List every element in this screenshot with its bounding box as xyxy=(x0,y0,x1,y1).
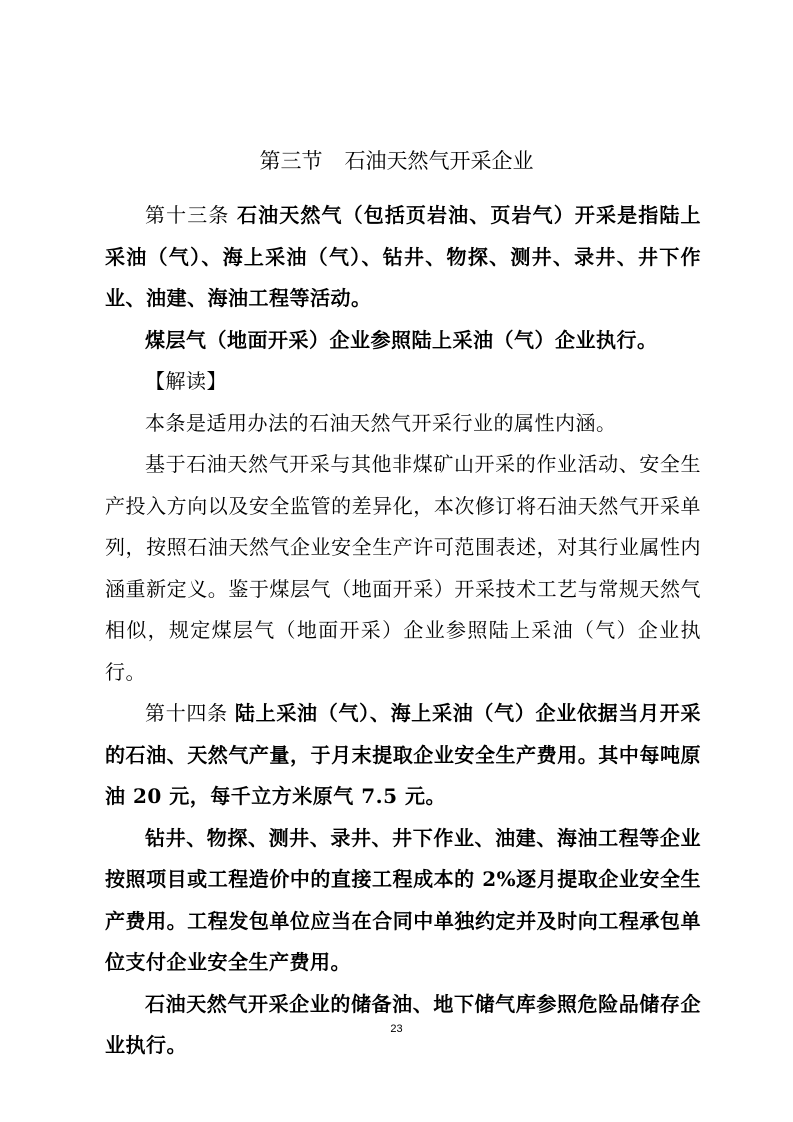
article-13-text: 石油天然气（包括页岩油、页岩气）开采是指陆上采油（气）、海上采油（气）、钻井、物探、测井、录井、井下作业、油建、海油工程等活动。 xyxy=(105,203,702,310)
section-number: 第三节 xyxy=(259,149,323,173)
paragraph-interpretation-heading: 【解读】 xyxy=(145,369,227,393)
article-14-text: 陆上采油（气）、海上采油（气）企业依据当月开采的石油、天然气产量，于月末提取企业安全生产费用。其中每吨原油 20 元，每千立方米原气 7.5 元。 xyxy=(105,701,702,808)
section-title xyxy=(0,146,793,176)
paragraph-reserve-oil: 石油天然气开采企业的储备油、地下储气库参照危险品储存企业执行。 xyxy=(105,991,701,1057)
section-name: 石油天然气开采企业 xyxy=(344,149,534,173)
paragraph-coalbed-methane: 煤层气（地面开采）企业参照陆上采油（气）企业执行。 xyxy=(145,327,658,352)
paragraph-interpretation-2: 基于石油天然气开采与其他非煤矿山开采的作业活动、安全生产投入方向以及安全监管的差异化，本次修订将石油天然气开采单列，按照石油天然气企业安全生产许可范围表述，对其行业属性内涵重新定义。鉴于煤层气（地面开采）开采技术工艺与常规天然气相似，规定煤层气（地面开采）企业参照陆上采油（气）企业执行。 xyxy=(105,452,701,684)
paragraph-drilling: 钻井、物探、测井、录井、井下作业、油建、海油工程等企业按照项目或工程造价中的直接工程成本的 2%逐月提取企业安全生产费用。工程发包单位应当在合同中单独约定并及时向工程承包单位支付企业安全生产费用。 xyxy=(105,825,701,974)
paragraph-article-13 xyxy=(105,195,701,320)
page-number: 23 xyxy=(390,1023,403,1035)
paragraph-article-14 xyxy=(105,693,701,818)
document-body xyxy=(105,195,701,1067)
article-13-lead: 第十三条 xyxy=(145,203,230,227)
article-14-lead: 第十四条 xyxy=(145,701,228,725)
paragraph-interpretation-1: 本条是适用办法的石油天然气开采行业的属性内涵。 xyxy=(145,410,617,435)
